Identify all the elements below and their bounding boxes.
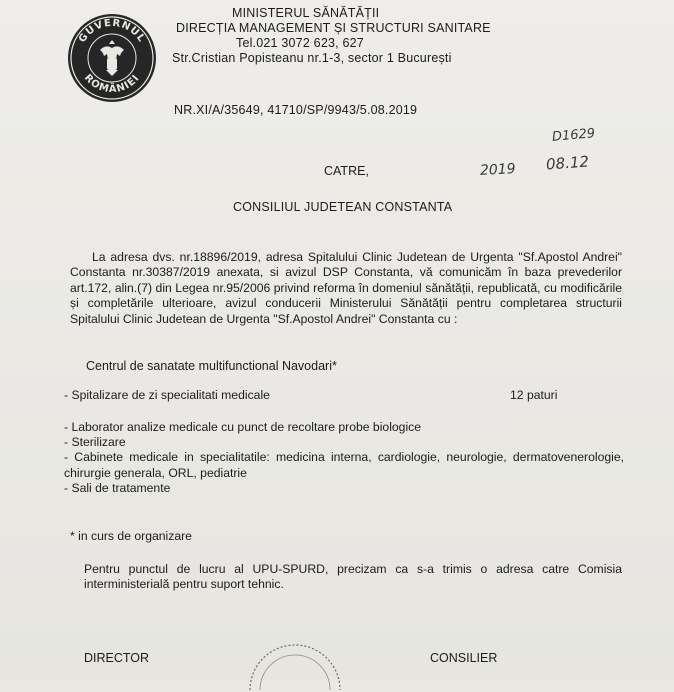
signature-advisor: CONSILIER <box>430 651 498 665</box>
round-stamp <box>240 632 350 692</box>
ministry-name: MINISTERUL SĂNĂTĂȚII <box>232 6 380 20</box>
postal-address: Str.Cristian Popisteanu nr.1-3, sector 1 București <box>172 51 452 65</box>
reference-number: NR.XI/A/35649, 41710/SP/9943/5.08.2019 <box>174 103 418 117</box>
handwritten-registration-number: D1629 <box>551 126 596 145</box>
seal-top-text: GUVERNUL <box>76 17 148 45</box>
list-item: - Laborator analize medicale cu punct de recoltare probe biologice <box>64 420 422 434</box>
day-care-row <box>64 388 564 402</box>
centre-name: Centrul de sanatate multifunctional Navodari* <box>86 359 337 373</box>
day-care-label: - Spitalizare de zi specialitati medicale <box>64 388 270 402</box>
to-label: CATRE, <box>324 164 369 178</box>
handwritten-year: 2019 <box>479 161 517 179</box>
phone-number: Tel.021 3072 623, 627 <box>236 36 364 50</box>
body-paragraph-2: Pentru punctul de lucru al UPU-SPURD, precizam ca s-a trimis o adresa catre Comisia interministerială pentru suport tehnic. <box>84 562 622 592</box>
signature-director: DIRECTOR <box>84 651 150 665</box>
day-care-beds: 12 paturi <box>510 388 558 402</box>
letterhead <box>172 6 491 66</box>
government-seal <box>66 12 158 104</box>
list-item: - Cabinete medicale in specialitatile: medicina interna, cardiologie, neurologie, dermatovenerologie, chirurgie generala, ORL, pediatrie <box>64 450 624 480</box>
list-item: - Sali de tratamente <box>64 480 171 495</box>
handwritten-date: 08.12 <box>545 152 590 174</box>
services-list <box>64 420 624 496</box>
recipient-name: CONSILIUL JUDETEAN CONSTANTA <box>233 200 453 214</box>
list-item: - Sterilizare <box>64 435 126 450</box>
directorate-name: DIRECȚIA MANAGEMENT ȘI STRUCTURI SANITARE <box>176 21 491 35</box>
body-paragraph-1: La adresa dvs. nr.18896/2019, adresa Spitalului Clinic Judetean de Urgenta "Sf.Apostol Andrei" Constanta nr.30387/2019 anexata, si avizul DSP Constanta, vă comunicăm în baza prevederilor art.172, alin.(7) din Legea nr.95/2006 privind reforma în domeniul sănătății, republicată, cu modificările și completările ulterioare, avizul conducerii Ministerului Sănătății pentru completarea structurii Spitalului Clinic Judetean de Urgenta "Sf.Apostol Andrei" Constanta cu : <box>70 250 622 326</box>
seal-bottom-text: ROMÂNIEI <box>81 72 143 96</box>
footnote: * in curs de organizare <box>70 529 192 543</box>
